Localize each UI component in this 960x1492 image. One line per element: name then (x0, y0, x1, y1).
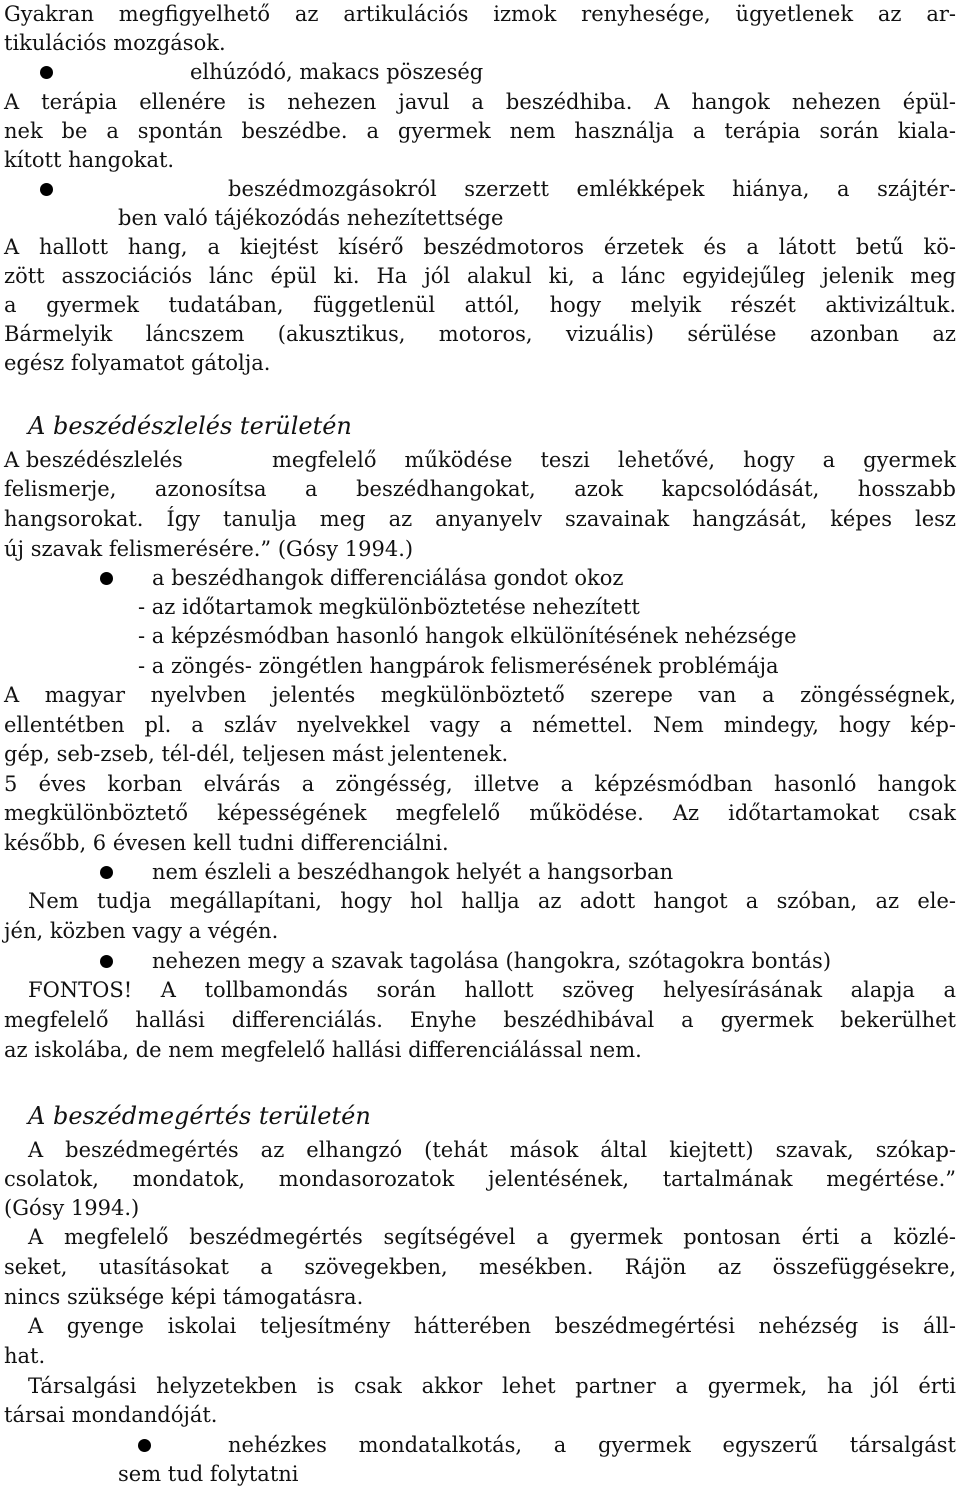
bullet-text: nehézkes mondatalkotás, a gyermek egyszerű társalgást (228, 1433, 956, 1457)
text-line: társai mondandóját. (4, 1403, 218, 1427)
bullet-item (38, 947, 956, 976)
text-line: Társalgási helyzetekben is csak akkor lehet partner a gyermek, ha jól érti (28, 1374, 956, 1398)
text-line: FONTOS! A tollbamondás során hallott szöveg helyesírásának alapja a (28, 978, 956, 1002)
text-line: a gyermek tudatában, függetlenül attól, hogy melyik részét aktivizáltuk. (4, 293, 956, 317)
text-line: Nem tudja megállapítani, hogy hol hallja az adott hangot a szóban, az ele- (28, 889, 956, 913)
text-line: A beszédmegértés az elhangzó (tehát mások által kiejtett) szavak, szókap- (28, 1138, 956, 1162)
text-line: megfelelő működése teszi lehetővé, hogy a gyermek (272, 448, 956, 472)
text-line: A megfelelő beszédmegértés segítségével a gyermek pontosan érti a közlé- (28, 1225, 956, 1249)
bullet-icon (100, 572, 113, 585)
bullet-item (38, 175, 956, 204)
text-line: megkülönböztető képességének megfelelő működése. Az időtartamokat csak (4, 801, 956, 825)
text-line: A beszédészlelés (4, 448, 183, 472)
dash-list-item: - a zöngés- zöngétlen hangpárok felismerésének problémája (138, 654, 779, 678)
bullet-icon (100, 866, 113, 879)
text-line: az iskolába, de nem megfelelő hallási differenciálással nem. (4, 1038, 642, 1062)
text-line: új szavak felismerésére.” (Gósy 1994.) (4, 537, 414, 561)
bullet-text: beszédmozgásokról szerzett emlékképek hiánya, a szájtér- (228, 177, 956, 201)
text-line: felismerje, azonosítsa a beszédhangokat, azok kapcsolódását, hosszabb (4, 477, 956, 501)
text-line: megfelelő hallási differenciálás. Enyhe beszédhibával a gyermek bekerülhet (4, 1008, 956, 1032)
text-line: A gyenge iskolai teljesítmény hátterében beszédmegértési nehézség is áll- (28, 1314, 956, 1338)
text-line: jén, közben vagy a végén. (4, 919, 279, 943)
bullet-text: elhúzódó, makacs pöszeség (190, 60, 484, 84)
text-line: gép, seb-zseb, tél-dél, teljesen mást jelentenek. (4, 742, 509, 766)
dash-list-item: - a képzésmódban hasonló hangok elkülönítésének nehézsége (138, 624, 797, 648)
text-line: egész folyamatot gátolja. (4, 351, 271, 375)
section-heading: A beszédmegértés területén (28, 1102, 371, 1130)
text-line: csolatok, mondatok, mondasorozatok jelentésének, tartalmának megértése.” (4, 1167, 956, 1191)
text-line: A terápia ellenére is nehezen javul a beszédhiba. A hangok nehezen épül- (4, 90, 956, 114)
bullet-item (38, 564, 956, 593)
bullet-icon (100, 955, 113, 968)
bullet-icon (138, 1439, 151, 1452)
bullet-text-continuation: sem tud folytatni (118, 1462, 299, 1486)
text-line: hangsorokat. Így tanulja meg az anyanyelv szavainak hangzását, képes lesz (4, 507, 956, 531)
text-line: nek be a spontán beszédbe. a gyermek nem használja a terápia során kiala- (4, 119, 956, 143)
bullet-icon (40, 183, 53, 196)
text-line: Gyakran megfigyelhető az artikulációs izmok renyhesége, ügyetlenek az ar- (4, 2, 956, 26)
bullet-icon (40, 66, 53, 79)
text-line: zött asszociációs lánc épül ki. Ha jól alakul ki, a lánc egyidejűleg jelenik meg (4, 264, 956, 288)
bullet-item (38, 858, 956, 887)
bullet-item (38, 58, 956, 87)
text-line: seket, utasításokat a szövegekben, mesékben. Rájön az összefüggésekre, (4, 1255, 956, 1279)
dash-list-item: - az időtartamok megkülönböztetése nehezített (138, 595, 640, 619)
bullet-text: nem észleli a beszédhangok helyét a hangsorban (152, 860, 674, 884)
bullet-text: nehezen megy a szavak tagolása (hangokra, szótagokra bontás) (152, 949, 832, 973)
text-line: később, 6 évesen kell tudni differenciálni. (4, 831, 449, 855)
text-line: ellentétben pl. a szláv nyelvekkel vagy a némettel. Nem mindegy, hogy kép- (4, 713, 956, 737)
text-line: tikulációs mozgások. (4, 31, 226, 55)
text-line: A hallott hang, a kiejtést kísérő beszédmotoros érzetek és a látott betű kö- (4, 235, 956, 259)
bullet-text-continuation: ben való tájékozódás nehezítettsége (118, 206, 504, 230)
text-line: kított hangokat. (4, 148, 175, 172)
text-line: hat. (4, 1344, 46, 1368)
text-line: A magyar nyelvben jelentés megkülönböztető szerepe van a zöngésségnek, (4, 683, 956, 707)
text-line: 5 éves korban elvárás a zöngésség, illetve a képzésmódban hasonló hangok (4, 772, 956, 796)
text-line: (Gósy 1994.) (4, 1196, 140, 1220)
section-heading: A beszédészlelés területén (28, 412, 352, 440)
bullet-item (38, 1431, 956, 1460)
bullet-text: a beszédhangok differenciálása gondot okoz (152, 566, 624, 590)
text-line: nincs szüksége képi támogatásra. (4, 1285, 364, 1309)
text-line: Bármelyik láncszem (akusztikus, motoros, vizuális) sérülése azonban az (4, 322, 956, 346)
